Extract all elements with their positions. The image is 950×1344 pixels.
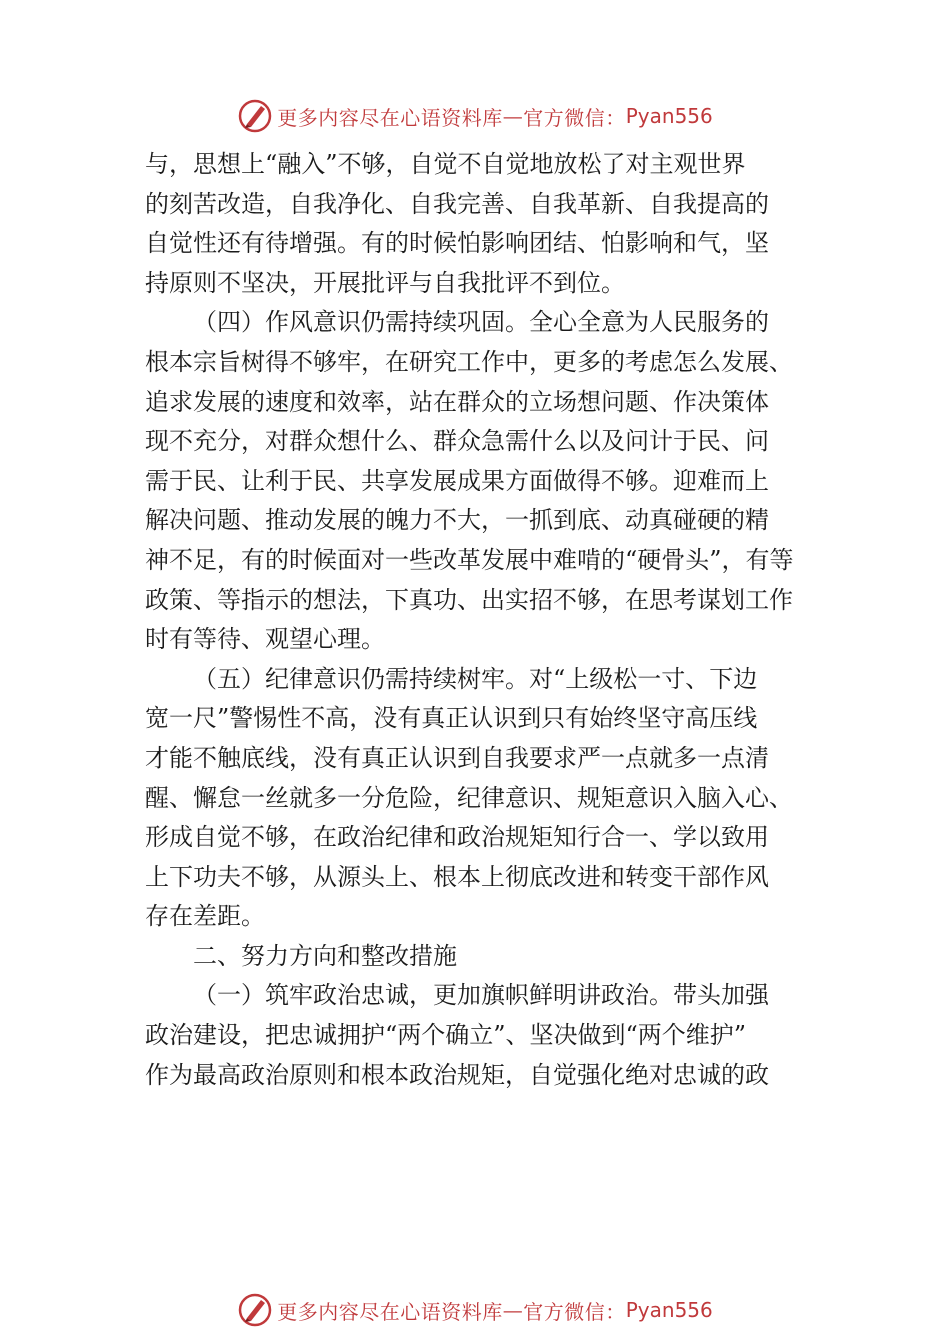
footer-dash: —	[502, 1298, 524, 1322]
text-line: 宽一尺”警惕性不高，没有真正认识到只有始终坚守高压线	[145, 704, 758, 733]
text-line: 根本宗旨树得不够牢，在研究工作中，更多的考虑怎么发展、	[145, 347, 793, 376]
text-line: 追求发展的速度和效率，站在群众的立场想问题、作决策体	[145, 387, 769, 416]
document-body	[145, 145, 817, 1095]
text-line: 的刻苦改造，自我净化、自我完善、自我革新、自我提高的	[145, 189, 769, 218]
text-line: 自觉性还有待增强。有的时候怕影响团结、怕影响和气，坚	[145, 229, 769, 258]
text-line: 政策、等指示的想法，下真功、出实招不够，在思考谋划工作	[145, 585, 793, 614]
pen-logo-icon	[237, 1292, 273, 1328]
text-line: 持原则不坚决，开展批评与自我批评不到位。	[145, 268, 625, 297]
text-line: 神不足，有的时候面对一些改革发展中难啃的“硬骨头”，有等	[145, 545, 794, 574]
text-line: 才能不触底线，没有真正认识到自我要求严一点就多一点清	[145, 743, 769, 772]
text-line: 政治建设，把忠诚拥护“两个确立”、坚决做到“两个维护”	[145, 1021, 747, 1050]
pen-logo-icon	[237, 98, 273, 134]
header-official-label: 官方微信：	[523, 105, 626, 130]
text-line: 形成自觉不够，在政治纪律和政治规矩知行合一、学以致用	[145, 823, 769, 852]
text-line: （四）作风意识仍需持续巩固。全心全意为人民服务的	[193, 308, 769, 337]
header-watermark	[0, 96, 950, 136]
text-line: 作为最高政治原则和根本政治规矩，自觉强化绝对忠诚的政	[145, 1060, 769, 1089]
text-line: 醒、懈怠一丝就多一分危险，纪律意识、规矩意识入脑入心、	[145, 783, 793, 812]
footer-watermark	[0, 1290, 950, 1330]
text-line: （一）筑牢政治忠诚，更加旗帜鲜明讲政治。带头加强	[193, 981, 769, 1010]
text-line: 需于民、让利于民、共享发展成果方面做得不够。迎难而上	[145, 466, 769, 495]
header-dash: —	[502, 104, 524, 128]
text-line: 现不充分，对群众想什么、群众急需什么以及问计于民、问	[145, 427, 769, 456]
text-line: 二、努力方向和整改措施	[193, 941, 457, 970]
footer-watermark-text: 更多内容尽在心语资料库	[277, 1299, 503, 1324]
text-line: 与，思想上“融入”不够，自觉不自觉地放松了对主观世界	[145, 150, 746, 178]
text-line: （五）纪律意识仍需持续树牢。对“上级松一寸、下边	[193, 664, 758, 693]
footer-contact: Pyan556	[625, 1298, 713, 1322]
text-line: 上下功夫不够，从源头上、根本上彻底改进和转变干部作风	[145, 862, 769, 891]
footer-official-label: 官方微信：	[523, 1299, 626, 1324]
text-line: 存在差距。	[145, 902, 265, 931]
text-line: 时有等待、观望心理。	[145, 625, 385, 654]
text-line: 解决问题、推动发展的魄力不大，一抓到底、动真碰硬的精	[145, 506, 769, 535]
header-watermark-text: 更多内容尽在心语资料库	[277, 105, 503, 130]
header-contact: Pyan556	[625, 104, 713, 128]
